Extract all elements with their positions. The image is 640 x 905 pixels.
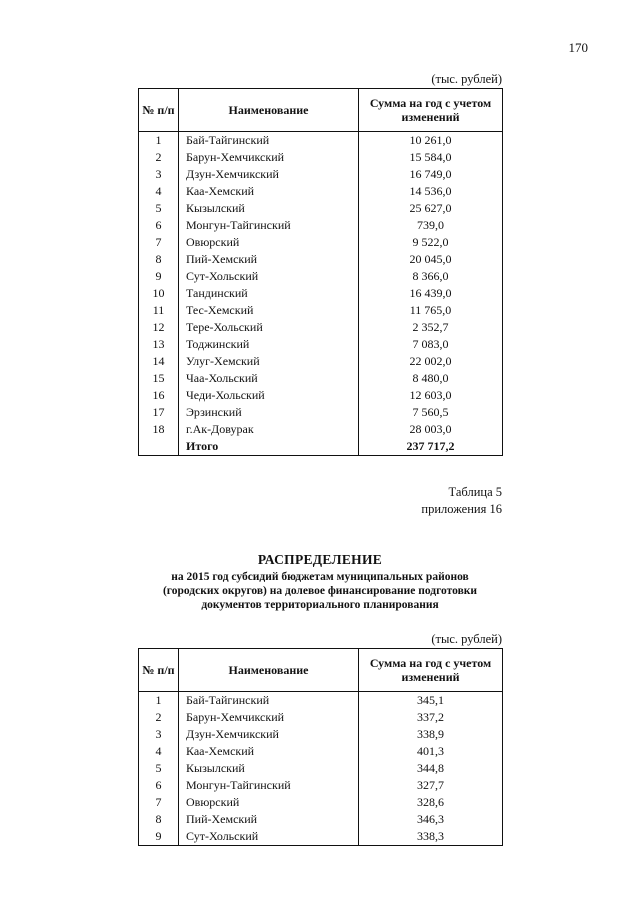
table-row	[139, 166, 503, 183]
row-number: 16	[139, 387, 179, 404]
row-number: 2	[139, 709, 179, 726]
row-name: Эрзинский	[179, 404, 359, 421]
row-sum: 15 584,0	[359, 149, 503, 166]
row-name: Улуг-Хемский	[179, 353, 359, 370]
row-sum: 338,9	[359, 726, 503, 743]
subtitle-line-2: (городских округов) на долевое финансирование подготовки	[162, 585, 478, 597]
row-sum: 327,7	[359, 777, 503, 794]
row-sum: 8 480,0	[359, 370, 503, 387]
table-row	[139, 794, 503, 811]
row-name: Дзун-Хемчикский	[179, 166, 359, 183]
row-number: 5	[139, 200, 179, 217]
row-name: Кызылский	[179, 200, 359, 217]
row-number: 3	[139, 166, 179, 183]
row-number: 9	[139, 828, 179, 846]
row-name: г.Ак-Довурак	[179, 421, 359, 438]
subtitle-line-3: документов территориального планирования	[201, 599, 439, 611]
table-header-row	[139, 649, 503, 692]
row-name: Каа-Хемский	[179, 183, 359, 200]
table-row	[139, 811, 503, 828]
table-row	[139, 200, 503, 217]
table-row	[139, 302, 503, 319]
row-number: 4	[139, 743, 179, 760]
units-label-2: (тыс. рублей)	[431, 632, 502, 646]
table-row	[139, 370, 503, 387]
row-sum: 16 439,0	[359, 285, 503, 302]
row-name: Пий-Хемский	[179, 811, 359, 828]
row-sum: 10 261,0	[359, 132, 503, 150]
row-name: Монгун-Тайгинский	[179, 217, 359, 234]
total-label: Итого	[179, 438, 359, 456]
table-row	[139, 387, 503, 404]
row-number: 14	[139, 353, 179, 370]
row-sum: 22 002,0	[359, 353, 503, 370]
row-sum: 11 765,0	[359, 302, 503, 319]
header-sum: Сумма на год с учетом изменений	[359, 89, 503, 132]
page-number: 170	[568, 40, 588, 55]
table-row	[139, 285, 503, 302]
row-name: Тере-Хольский	[179, 319, 359, 336]
table-row	[139, 421, 503, 438]
table-header-row	[139, 89, 503, 132]
row-number: 13	[139, 336, 179, 353]
table-row	[139, 234, 503, 251]
row-name: Чаа-Хольский	[179, 370, 359, 387]
row-name: Овюрский	[179, 234, 359, 251]
row-name: Тес-Хемский	[179, 302, 359, 319]
row-sum: 739,0	[359, 217, 503, 234]
table-row	[139, 404, 503, 421]
row-name: Тандинский	[179, 285, 359, 302]
subsidy-table-2	[138, 648, 503, 846]
row-name: Каа-Хемский	[179, 743, 359, 760]
table-row	[139, 760, 503, 777]
row-number: 6	[139, 777, 179, 794]
total-row	[139, 438, 503, 456]
table-row	[139, 743, 503, 760]
row-sum: 16 749,0	[359, 166, 503, 183]
row-number: 6	[139, 217, 179, 234]
row-number: 4	[139, 183, 179, 200]
row-name: Барун-Хемчикский	[179, 709, 359, 726]
row-name: Монгун-Тайгинский	[179, 777, 359, 794]
row-number: 1	[139, 132, 179, 150]
row-name: Чеди-Хольский	[179, 387, 359, 404]
row-name: Бай-Тайгинский	[179, 692, 359, 710]
row-sum: 28 003,0	[359, 421, 503, 438]
table-row	[139, 336, 503, 353]
row-sum: 337,2	[359, 709, 503, 726]
header-name: Наименование	[179, 89, 359, 132]
row-number: 11	[139, 302, 179, 319]
row-number: 8	[139, 811, 179, 828]
row-sum: 14 536,0	[359, 183, 503, 200]
row-name: Кызылский	[179, 760, 359, 777]
table-row	[139, 709, 503, 726]
row-sum: 8 366,0	[359, 268, 503, 285]
row-number: 8	[139, 251, 179, 268]
row-sum: 7 560,5	[359, 404, 503, 421]
table-row	[139, 692, 503, 710]
row-sum: 345,1	[359, 692, 503, 710]
total-num	[139, 438, 179, 456]
row-sum: 2 352,7	[359, 319, 503, 336]
row-sum: 7 083,0	[359, 336, 503, 353]
row-sum: 401,3	[359, 743, 503, 760]
table-row	[139, 251, 503, 268]
row-number: 3	[139, 726, 179, 743]
row-sum: 346,3	[359, 811, 503, 828]
row-number: 7	[139, 794, 179, 811]
table-row	[139, 183, 503, 200]
row-sum: 328,6	[359, 794, 503, 811]
row-sum: 20 045,0	[359, 251, 503, 268]
table-row	[139, 268, 503, 285]
row-number: 17	[139, 404, 179, 421]
table-row	[139, 726, 503, 743]
row-number: 12	[139, 319, 179, 336]
row-name: Овюрский	[179, 794, 359, 811]
row-number: 1	[139, 692, 179, 710]
row-number: 15	[139, 370, 179, 387]
row-number: 7	[139, 234, 179, 251]
total-sum: 237 717,2	[359, 438, 503, 456]
row-name: Сут-Хольский	[179, 268, 359, 285]
row-sum: 338,3	[359, 828, 503, 846]
table-row	[139, 777, 503, 794]
row-name: Дзун-Хемчикский	[179, 726, 359, 743]
subsidy-table-1	[138, 88, 503, 456]
row-sum: 12 603,0	[359, 387, 503, 404]
row-name: Тоджинский	[179, 336, 359, 353]
header-name: Наименование	[179, 649, 359, 692]
row-name: Барун-Хемчикский	[179, 149, 359, 166]
header-sum: Сумма на год с учетом изменений	[359, 649, 503, 692]
row-sum: 344,8	[359, 760, 503, 777]
row-number: 5	[139, 760, 179, 777]
row-name: Бай-Тайгинский	[179, 132, 359, 150]
table-row	[139, 319, 503, 336]
units-label: (тыс. рублей)	[431, 72, 502, 86]
caption-table-number: Таблица 5	[448, 485, 502, 499]
row-sum: 25 627,0	[359, 200, 503, 217]
row-name: Пий-Хемский	[179, 251, 359, 268]
row-number: 9	[139, 268, 179, 285]
header-num: № п/п	[139, 649, 179, 692]
header-num: № п/п	[139, 89, 179, 132]
caption-appendix: приложения 16	[421, 502, 502, 516]
section-title: РАСПРЕДЕЛЕНИЕ	[257, 552, 383, 567]
subtitle-line-1: на 2015 год субсидий бюджетам муниципальных районов	[171, 571, 469, 583]
table-row	[139, 132, 503, 150]
section-subtitle	[0, 570, 640, 612]
table-caption	[421, 484, 502, 518]
row-number: 2	[139, 149, 179, 166]
row-number: 10	[139, 285, 179, 302]
table-row	[139, 353, 503, 370]
row-number: 18	[139, 421, 179, 438]
row-sum: 9 522,0	[359, 234, 503, 251]
row-name: Сут-Хольский	[179, 828, 359, 846]
table-row	[139, 217, 503, 234]
table-row	[139, 828, 503, 846]
table-row	[139, 149, 503, 166]
